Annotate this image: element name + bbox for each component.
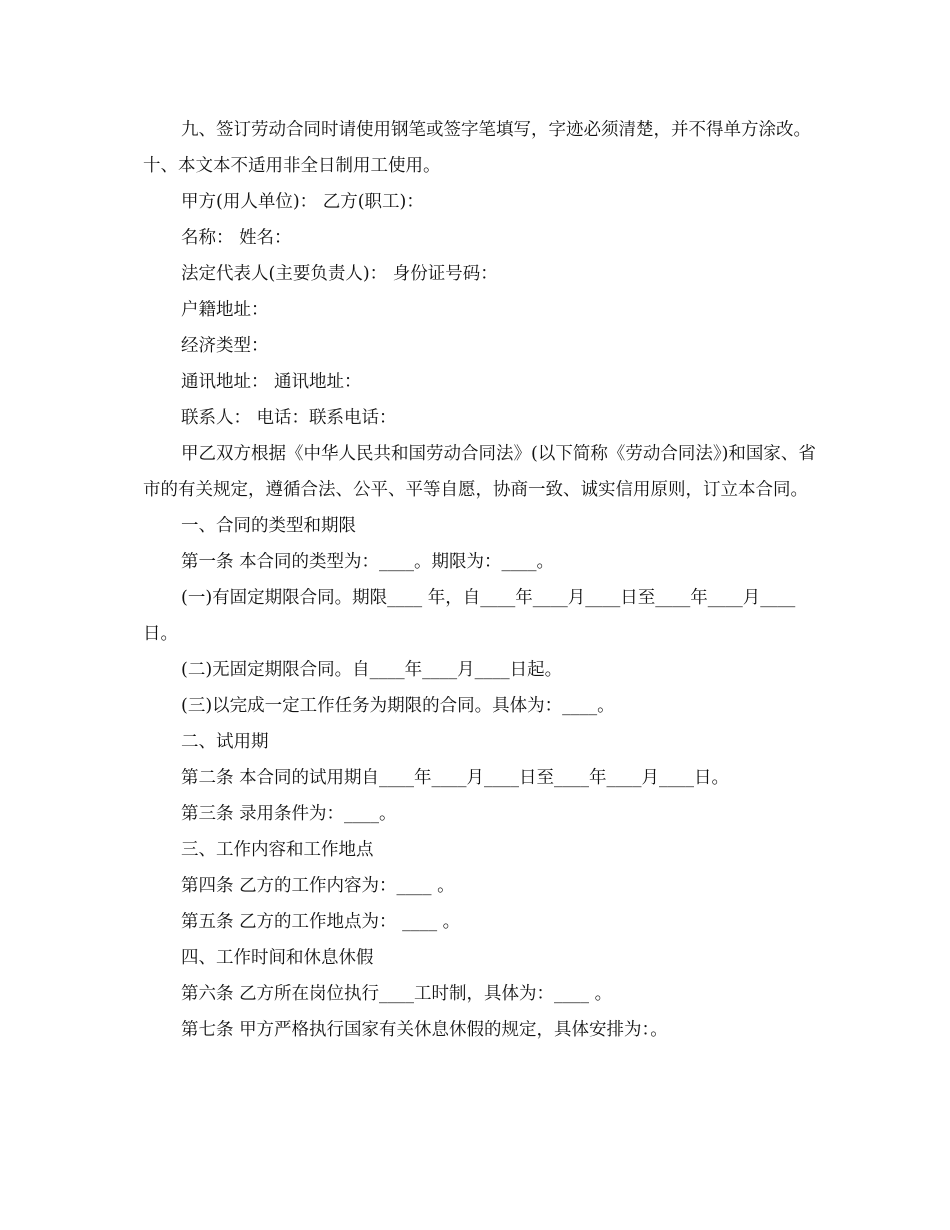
contract-body <box>143 112 818 1048</box>
article-1-item-2: (二)无固定期限合同。自____年____月____日起。 <box>181 660 563 680</box>
paragraph-name: 名称： 姓名： <box>181 228 292 248</box>
article-3: 第三条 录用条件为：____。 <box>181 804 397 824</box>
article-6: 第六条 乙方所在岗位执行____工时制，具体为：____ 。 <box>181 984 613 1004</box>
paragraph-contact: 联系人： 电话：联系电话： <box>181 408 397 428</box>
paragraph-mailing-address: 通讯地址： 通讯地址： <box>181 372 362 392</box>
section-heading-work-content: 三、工作内容和工作地点 <box>181 840 374 860</box>
paragraph-household-address: 户籍地址： <box>181 300 269 320</box>
article-7: 第七条 甲方严格执行国家有关休息休假的规定，具体安排为：。 <box>181 1020 668 1040</box>
article-1: 第一条 本合同的类型为：____。期限为：____。 <box>181 552 555 572</box>
paragraph-economic-type: 经济类型： <box>181 336 269 356</box>
article-1-item-3: (三)以完成一定工作任务为期限的合同。具体为：____。 <box>181 696 615 716</box>
section-heading-probation: 二、试用期 <box>181 732 269 752</box>
article-5: 第五条 乙方的工作地点为： ____ 。 <box>181 912 461 932</box>
paragraph-legal-representative: 法定代表人(主要负责人)： 身份证号码： <box>181 264 498 284</box>
article-2: 第二条 本合同的试用期自____年____月____日至____年____月____日。 <box>181 768 730 788</box>
article-4: 第四条 乙方的工作内容为：____ 。 <box>181 876 455 896</box>
section-heading-contract-type: 一、合同的类型和期限 <box>181 516 356 536</box>
article-1-item-1: (一)有固定期限合同。期限____ 年，自____年____月____日至____年____月____日。 <box>143 588 796 644</box>
paragraph-instructions: 九、签订劳动合同时请使用钢笔或签字笔填写，字迹必须清楚，并不得单方涂改。十、本文本不适用非全日制用工使用。 <box>143 120 811 176</box>
paragraph-parties: 甲方(用人单位)： 乙方(职工)： <box>181 192 424 212</box>
section-heading-working-hours: 四、工作时间和休息休假 <box>181 948 374 968</box>
paragraph-preamble: 甲乙双方根据《中华人民共和国劳动合同法》(以下简称《劳动合同法》)和国家、省市的有关规定，遵循合法、公平、平等自愿，协商一致、诚实信用原则，订立本合同。 <box>143 444 816 500</box>
